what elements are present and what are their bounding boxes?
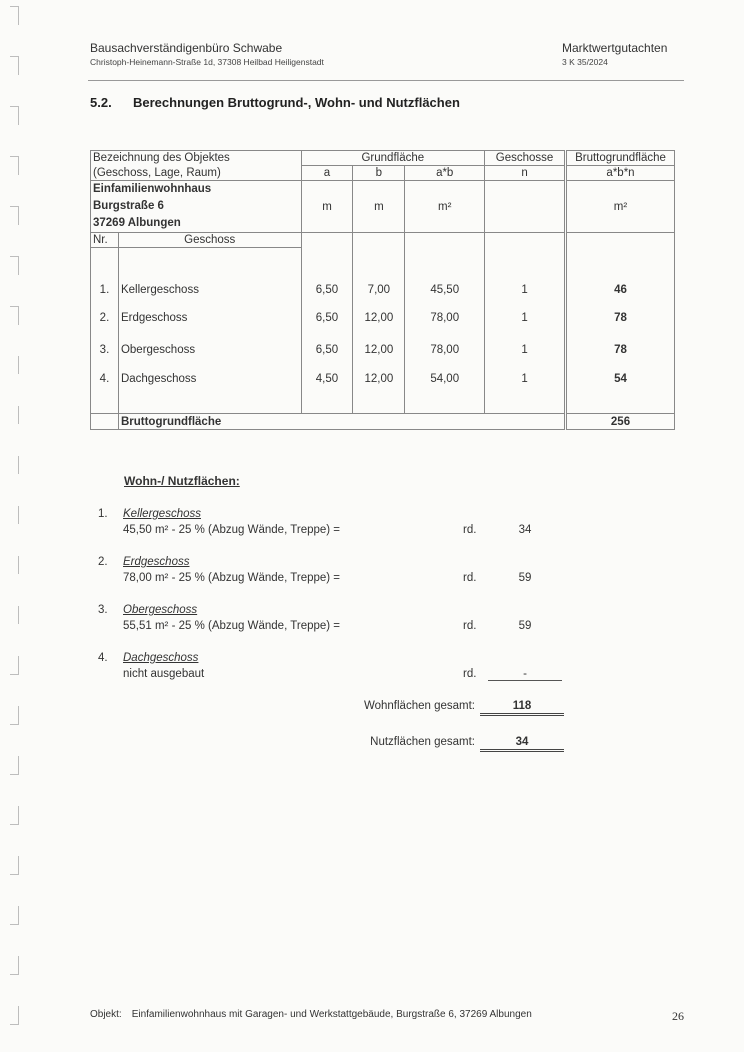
header-geschosse: Geschosse [485, 151, 566, 166]
header-nr: Nr. [91, 233, 119, 248]
header-object: Bezeichnung des Objektes [91, 151, 302, 166]
header-n: n [485, 166, 566, 181]
item-rd: rd. [463, 668, 477, 680]
item-formula: 78,00 m² - 25 % (Abzug Wände, Treppe) = [123, 572, 341, 584]
row-a: 6,50 [301, 248, 353, 303]
header-ab: a*b [405, 166, 485, 181]
row-abn: 46 [566, 248, 675, 303]
usable-area-total-label: Nutzflächen gesamt: [370, 736, 475, 748]
header-geschoss: Geschoss [118, 233, 301, 248]
header-grundflaeche: Grundfläche [301, 151, 485, 166]
object-name [91, 181, 302, 233]
row-b: 12,00 [353, 334, 405, 366]
item-number: 2. [98, 556, 108, 568]
header-b: b [353, 166, 405, 181]
total-value: 256 [566, 414, 675, 430]
row-abn: 54 [566, 366, 675, 414]
row-ab: 78,00 [405, 334, 485, 366]
header-bgf: Bruttogrundfläche [566, 151, 675, 166]
header-right [562, 41, 667, 67]
item-number: 4. [98, 652, 108, 664]
table-row [91, 302, 675, 334]
header-divider [88, 80, 684, 81]
row-ab: 45,50 [405, 248, 485, 303]
row-ab: 54,00 [405, 366, 485, 414]
usable-area-total [90, 736, 650, 756]
object-type: Einfamilienwohnhaus [93, 183, 212, 195]
row-b: 12,00 [353, 302, 405, 334]
company-name: Bausachverständigenbüro Schwabe [90, 41, 283, 55]
living-area-total [90, 700, 650, 720]
row-nr: 4. [91, 366, 119, 414]
list-item [90, 508, 650, 548]
item-floor: Kellergeschoss [123, 508, 201, 520]
section-heading [90, 95, 460, 110]
list-item [90, 604, 650, 644]
header-left [90, 41, 324, 67]
row-n: 1 [485, 302, 566, 334]
row-abn: 78 [566, 334, 675, 366]
header-a: a [301, 166, 353, 181]
row-geschoss: Erdgeschoss [118, 302, 301, 334]
page-footer [90, 1009, 532, 1020]
section-title: Berechnungen Bruttogrund-, Wohn- und Nutzflächen [133, 95, 460, 110]
row-abn: 78 [566, 302, 675, 334]
row-ab: 78,00 [405, 302, 485, 334]
header-object-sub: (Geschoss, Lage, Raum) [91, 166, 302, 181]
document-type: Marktwertgutachten [562, 41, 668, 55]
page-number: 26 [672, 1009, 684, 1023]
table-subheader-row [91, 166, 675, 181]
item-value: - [488, 668, 562, 681]
row-nr: 1. [91, 248, 119, 303]
item-floor: Dachgeschoss [123, 652, 199, 664]
footer-label: Objekt: [90, 1009, 122, 1020]
company-address: Christoph-Heinemann-Straße 1d, 37308 Heilbad Heiligenstadt [90, 57, 324, 67]
list-item [90, 556, 650, 596]
row-n: 1 [485, 334, 566, 366]
item-number: 1. [98, 508, 108, 520]
table-row [91, 334, 675, 366]
item-number: 3. [98, 604, 108, 616]
item-rd: rd. [463, 620, 477, 632]
unit-ab: m² [405, 181, 485, 233]
row-n: 1 [485, 248, 566, 303]
item-rd: rd. [463, 524, 477, 536]
row-b: 7,00 [353, 248, 405, 303]
table-row [91, 366, 675, 414]
item-rd: rd. [463, 572, 477, 584]
footer-object: Einfamilienwohnhaus mit Garagen- und Werkstattgebäude, Burgstraße 6, 37269 Albungen [131, 1009, 532, 1020]
row-a: 6,50 [301, 334, 353, 366]
item-formula: 55,51 m² - 25 % (Abzug Wände, Treppe) = [123, 620, 341, 632]
object-street: Burgstraße 6 [93, 200, 164, 212]
living-area-total-value: 118 [480, 700, 564, 716]
gross-floor-area-table [90, 150, 675, 430]
row-b: 12,00 [353, 366, 405, 414]
item-value: 34 [518, 524, 532, 536]
item-value: 59 [518, 620, 532, 632]
table-total-row [91, 414, 675, 430]
header-abn: a*b*n [566, 166, 675, 181]
list-item [90, 652, 650, 692]
object-city: 37269 Albungen [93, 217, 181, 229]
item-value: 59 [518, 572, 532, 584]
nr-header-row [91, 233, 675, 248]
total-label: Bruttogrundfläche [118, 414, 565, 430]
row-geschoss: Obergeschoss [118, 334, 301, 366]
unit-b: m [353, 181, 405, 233]
object-row [91, 181, 675, 233]
unit-a: m [301, 181, 353, 233]
row-geschoss: Dachgeschoss [118, 366, 301, 414]
section-number: 5.2. [90, 95, 112, 110]
unit-n [485, 181, 566, 233]
row-a: 6,50 [301, 302, 353, 334]
row-a: 4,50 [301, 366, 353, 414]
row-geschoss: Kellergeschoss [118, 248, 301, 303]
usable-area-total-value: 34 [480, 736, 564, 752]
item-floor: Erdgeschoss [123, 556, 190, 568]
living-area-total-label: Wohnflächen gesamt: [363, 700, 475, 712]
document-reference: 3 K 35/2024 [562, 57, 608, 67]
row-nr: 2. [91, 302, 119, 334]
item-formula: nicht ausgebaut [123, 668, 205, 680]
binding-marks [0, 0, 28, 1052]
table-header-row [91, 151, 675, 166]
table-row [91, 248, 675, 303]
row-n: 1 [485, 366, 566, 414]
item-formula: 45,50 m² - 25 % (Abzug Wände, Treppe) = [123, 524, 341, 536]
item-floor: Obergeschoss [123, 604, 198, 616]
row-nr: 3. [91, 334, 119, 366]
unit-abn: m² [566, 181, 675, 233]
living-area-title: Wohn-/ Nutzflächen: [124, 474, 240, 488]
